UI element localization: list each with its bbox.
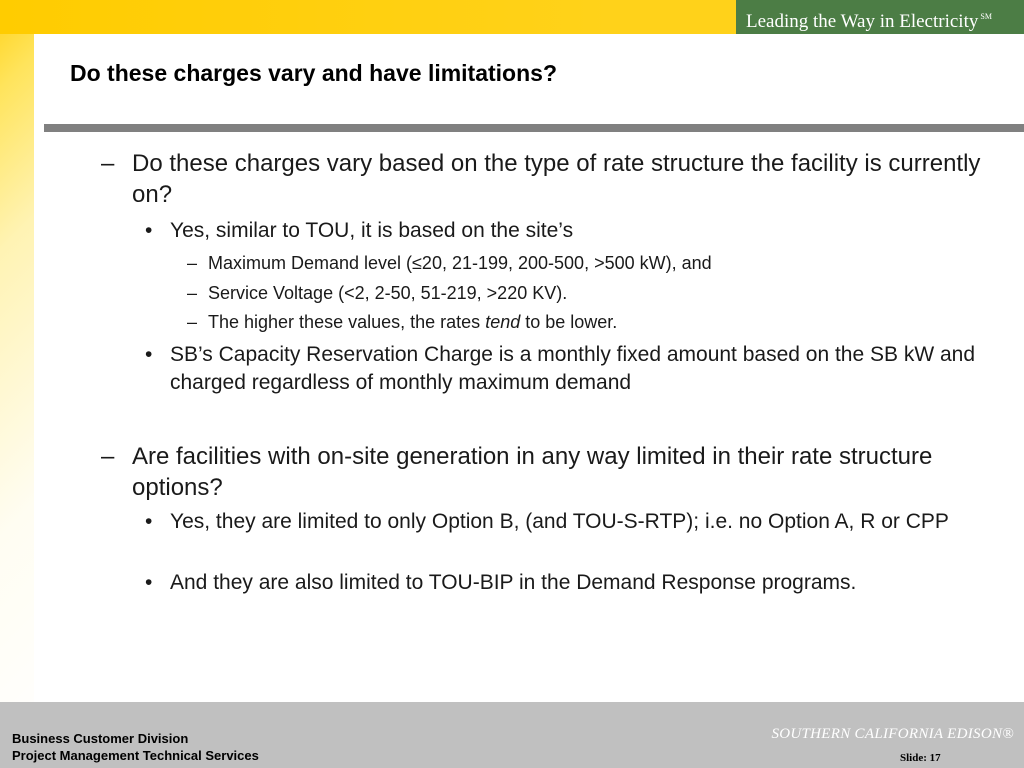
- dash-marker: –: [101, 443, 115, 470]
- q1-sub-item-3-before: The higher these values, the rates: [208, 312, 481, 332]
- dash-marker: –: [187, 312, 198, 332]
- q2-bullet-2: [145, 569, 1000, 597]
- footer-division: [12, 730, 259, 764]
- question-1-text: Do these charges vary based on the type of rate structure the facility is currently on?: [132, 150, 981, 208]
- dash-marker: –: [187, 253, 198, 273]
- q1-sub-item-2: [187, 281, 998, 305]
- footer-bar: [0, 702, 1024, 768]
- q1-sub-item-3: [187, 310, 998, 334]
- company-name: SOUTHERN CALIFORNIA EDISON®: [771, 726, 1014, 742]
- bullet-marker: •: [145, 219, 153, 242]
- q1-bullet-1-text: Yes, similar to TOU, it is based on the site’s: [170, 219, 574, 242]
- q1-sub-item-1-text: Maximum Demand level (≤20, 21-199, 200-500, >500 kW), and: [208, 253, 712, 273]
- q1-sub-item-3-after: to be lower.: [525, 312, 618, 332]
- slide-number-value: 17: [929, 752, 941, 764]
- q2-bullet-1: [145, 508, 1000, 536]
- division-name: Business Customer Division: [12, 731, 189, 746]
- dash-marker: –: [187, 283, 198, 303]
- slide-number-label: Slide:: [900, 752, 927, 764]
- q1-sub-item-1: [187, 251, 998, 275]
- q1-bullet-2-text: SB’s Capacity Reservation Charge is a monthly fixed amount based on the SB kW and charged regardless of monthly maximum demand: [170, 343, 976, 394]
- tagline-text: Leading the Way in Electricity: [746, 11, 979, 32]
- q2-bullet-1-text: Yes, they are limited to only Option B, (and TOU-S-RTP); i.e. no Option A, R or CPP: [170, 510, 949, 533]
- bullet-marker: •: [145, 571, 153, 594]
- dash-marker: –: [101, 150, 115, 177]
- q1-sub-item-3-emphasis: tend: [485, 312, 521, 332]
- question-2-text: Are facilities with on-site generation in any way limited in their rate structure options?: [132, 443, 933, 501]
- slide-number: [900, 752, 941, 764]
- bullet-marker: •: [145, 510, 153, 533]
- slide-title: Do these charges vary and have limitations?: [70, 60, 557, 86]
- question-1: [101, 148, 992, 210]
- q1-sub-item-2-text: Service Voltage (<2, 2-50, 51-219, >220 KV).: [208, 283, 568, 303]
- question-2: [101, 441, 992, 503]
- q1-bullet-1: [145, 217, 1000, 245]
- department-name: Project Management Technical Services: [12, 748, 259, 763]
- bullet-marker: •: [145, 343, 153, 366]
- q1-bullet-2: [145, 341, 1000, 397]
- q2-bullet-2-text: And they are also limited to TOU-BIP in the Demand Response programs.: [170, 571, 857, 594]
- service-mark: SM: [980, 12, 992, 21]
